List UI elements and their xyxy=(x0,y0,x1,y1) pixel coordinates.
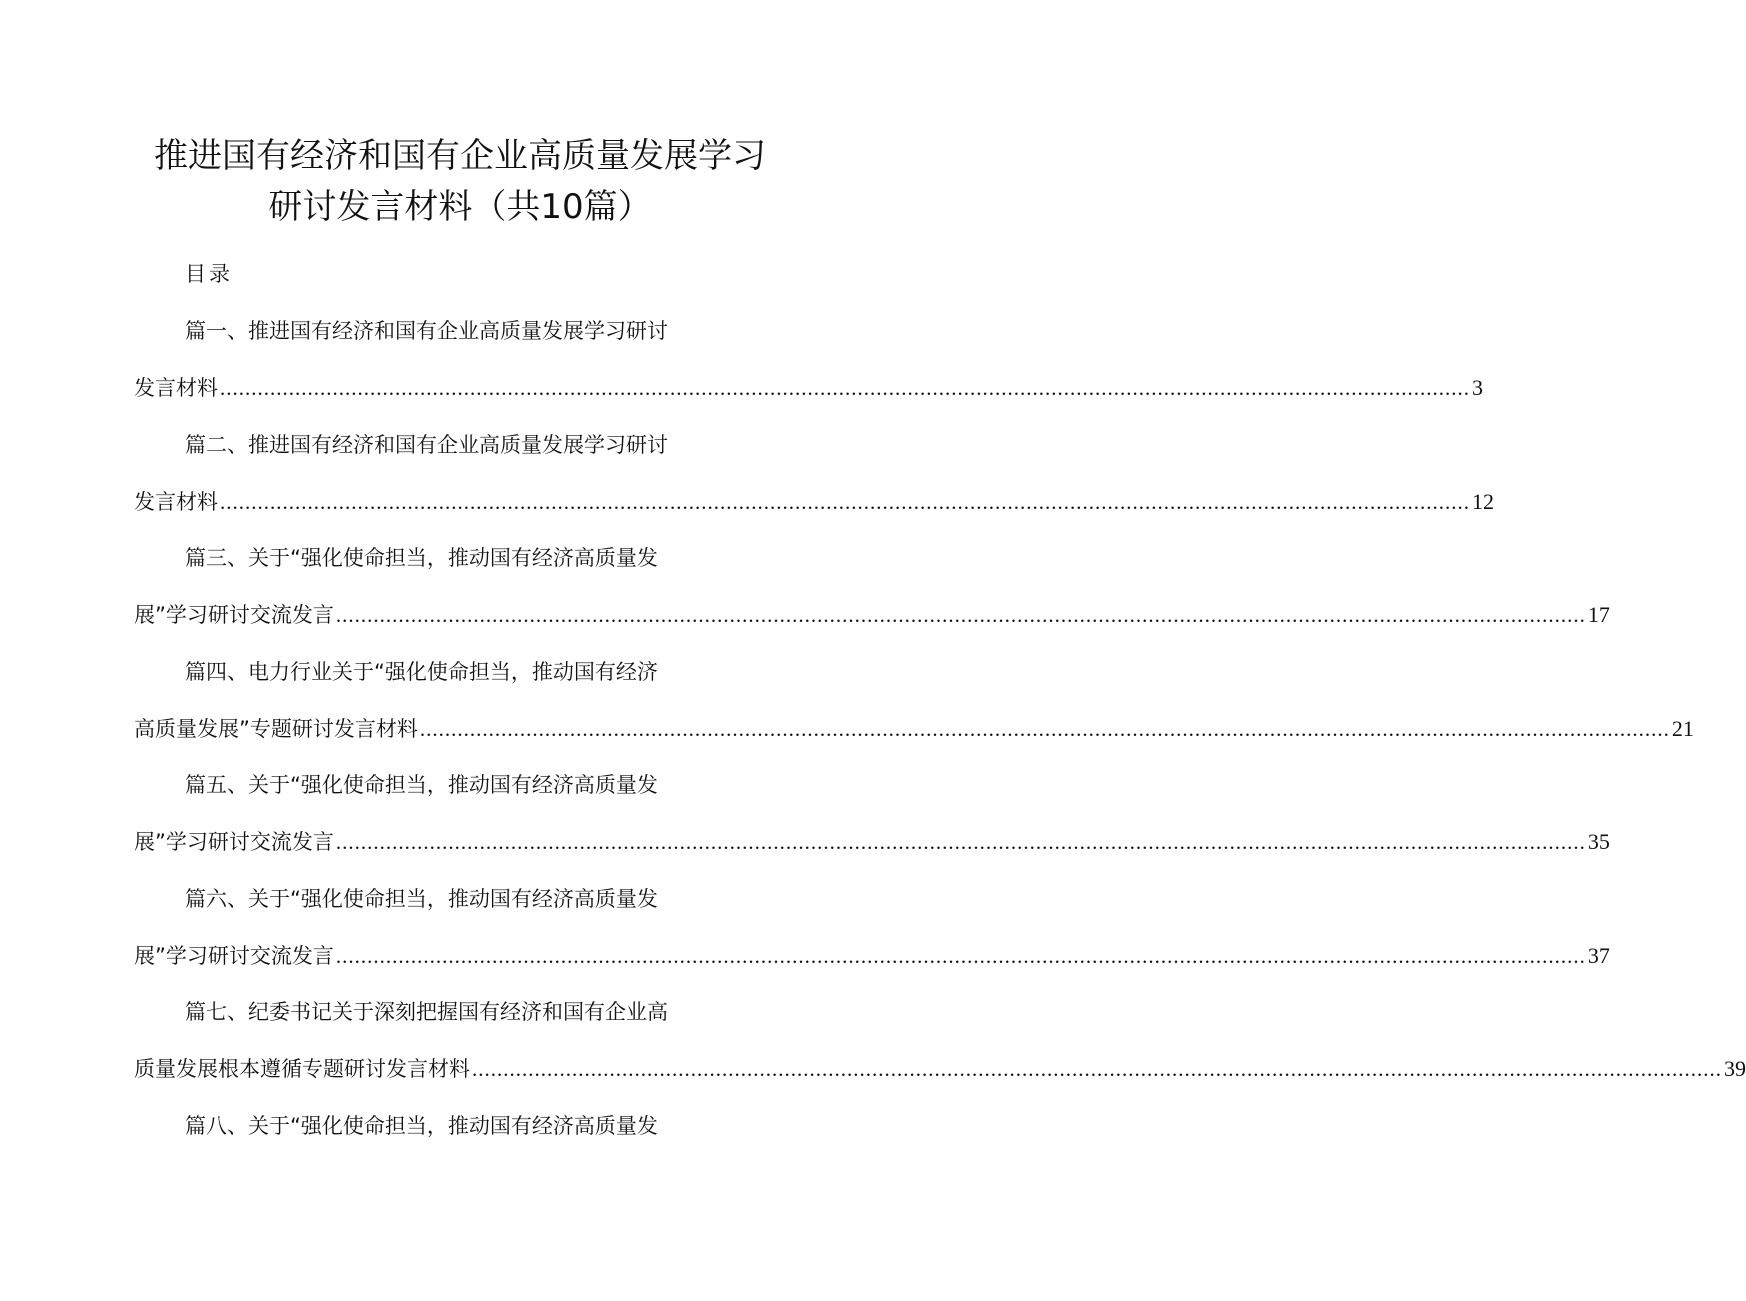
toc-page-number: 3 xyxy=(1472,375,1483,400)
toc-page-number: 17 xyxy=(1587,602,1610,627)
toc-entry-title-continued: 展”学习研讨交流发言 xyxy=(134,603,334,627)
toc-dot-leader: ........................................................................................................................................................................................................ xyxy=(335,944,1586,968)
toc-entry-continuation[interactable] xyxy=(134,826,1610,858)
toc-entry-title[interactable]: 篇二、推进国有经济和国有企业高质量发展学习研讨 xyxy=(185,433,668,457)
toc-entry-title-continued: 发言材料 xyxy=(134,376,218,400)
document-title-line-1: 推进国有经济和国有企业高质量发展学习 xyxy=(154,136,766,176)
toc-entry-title-continued: 质量发展根本遵循专题研讨发言材料 xyxy=(134,1057,470,1081)
toc-entry-title[interactable]: 篇四、电力行业关于“强化使命担当，推动国有经济 xyxy=(185,660,658,684)
toc-dot-leader: ........................................................................................................................................................................................................ xyxy=(335,830,1586,854)
toc-page-number: 39 xyxy=(1724,1056,1746,1081)
toc-entry-title[interactable]: 篇一、推进国有经济和国有企业高质量发展学习研讨 xyxy=(185,319,668,343)
toc-entry-title[interactable]: 篇三、关于“强化使命担当，推动国有经济高质量发 xyxy=(185,546,658,570)
toc-dot-leader: ........................................................................................................................................................................................................ xyxy=(419,717,1670,741)
toc-entry-title[interactable]: 篇六、关于“强化使命担当，推动国有经济高质量发 xyxy=(185,887,658,911)
toc-dot-leader: ........................................................................................................................................................................................................ xyxy=(472,1057,1722,1081)
toc-entry-title[interactable]: 篇五、关于“强化使命担当，推动国有经济高质量发 xyxy=(185,773,658,797)
document-title-line-2: 研讨发言材料（共10篇） xyxy=(268,187,652,227)
toc-entry-title-continued: 展”学习研讨交流发言 xyxy=(134,944,334,968)
toc-dot-leader: ........................................................................................................................................................................................................ xyxy=(220,490,1470,514)
toc-page-number: 37 xyxy=(1587,943,1610,968)
toc-entry-continuation[interactable] xyxy=(134,940,1610,972)
toc-heading: 目录 xyxy=(185,262,233,286)
toc-entry-continuation[interactable] xyxy=(134,1053,1746,1085)
toc-page-number: 35 xyxy=(1587,829,1610,854)
toc-entry-continuation[interactable] xyxy=(134,372,1483,404)
toc-dot-leader: ........................................................................................................................................................................................................ xyxy=(220,376,1470,400)
toc-page-number: 21 xyxy=(1671,716,1694,741)
toc-entry-title[interactable]: 篇七、纪委书记关于深刻把握国有经济和国有企业高 xyxy=(185,1000,668,1024)
toc-page-number: 12 xyxy=(1472,489,1494,514)
toc-entry-title-continued: 展”学习研讨交流发言 xyxy=(134,830,334,854)
toc-entry-title[interactable]: 篇八、关于“强化使命担当，推动国有经济高质量发 xyxy=(185,1114,658,1138)
toc-entry-continuation[interactable] xyxy=(134,599,1610,631)
toc-dot-leader: ........................................................................................................................................................................................................ xyxy=(335,603,1586,627)
toc-entry-continuation[interactable] xyxy=(134,713,1694,745)
toc-entry-continuation[interactable] xyxy=(134,486,1494,518)
toc-entry-title-continued: 发言材料 xyxy=(134,490,218,514)
toc-entry-title-continued: 高质量发展”专题研讨发言材料 xyxy=(134,717,418,741)
